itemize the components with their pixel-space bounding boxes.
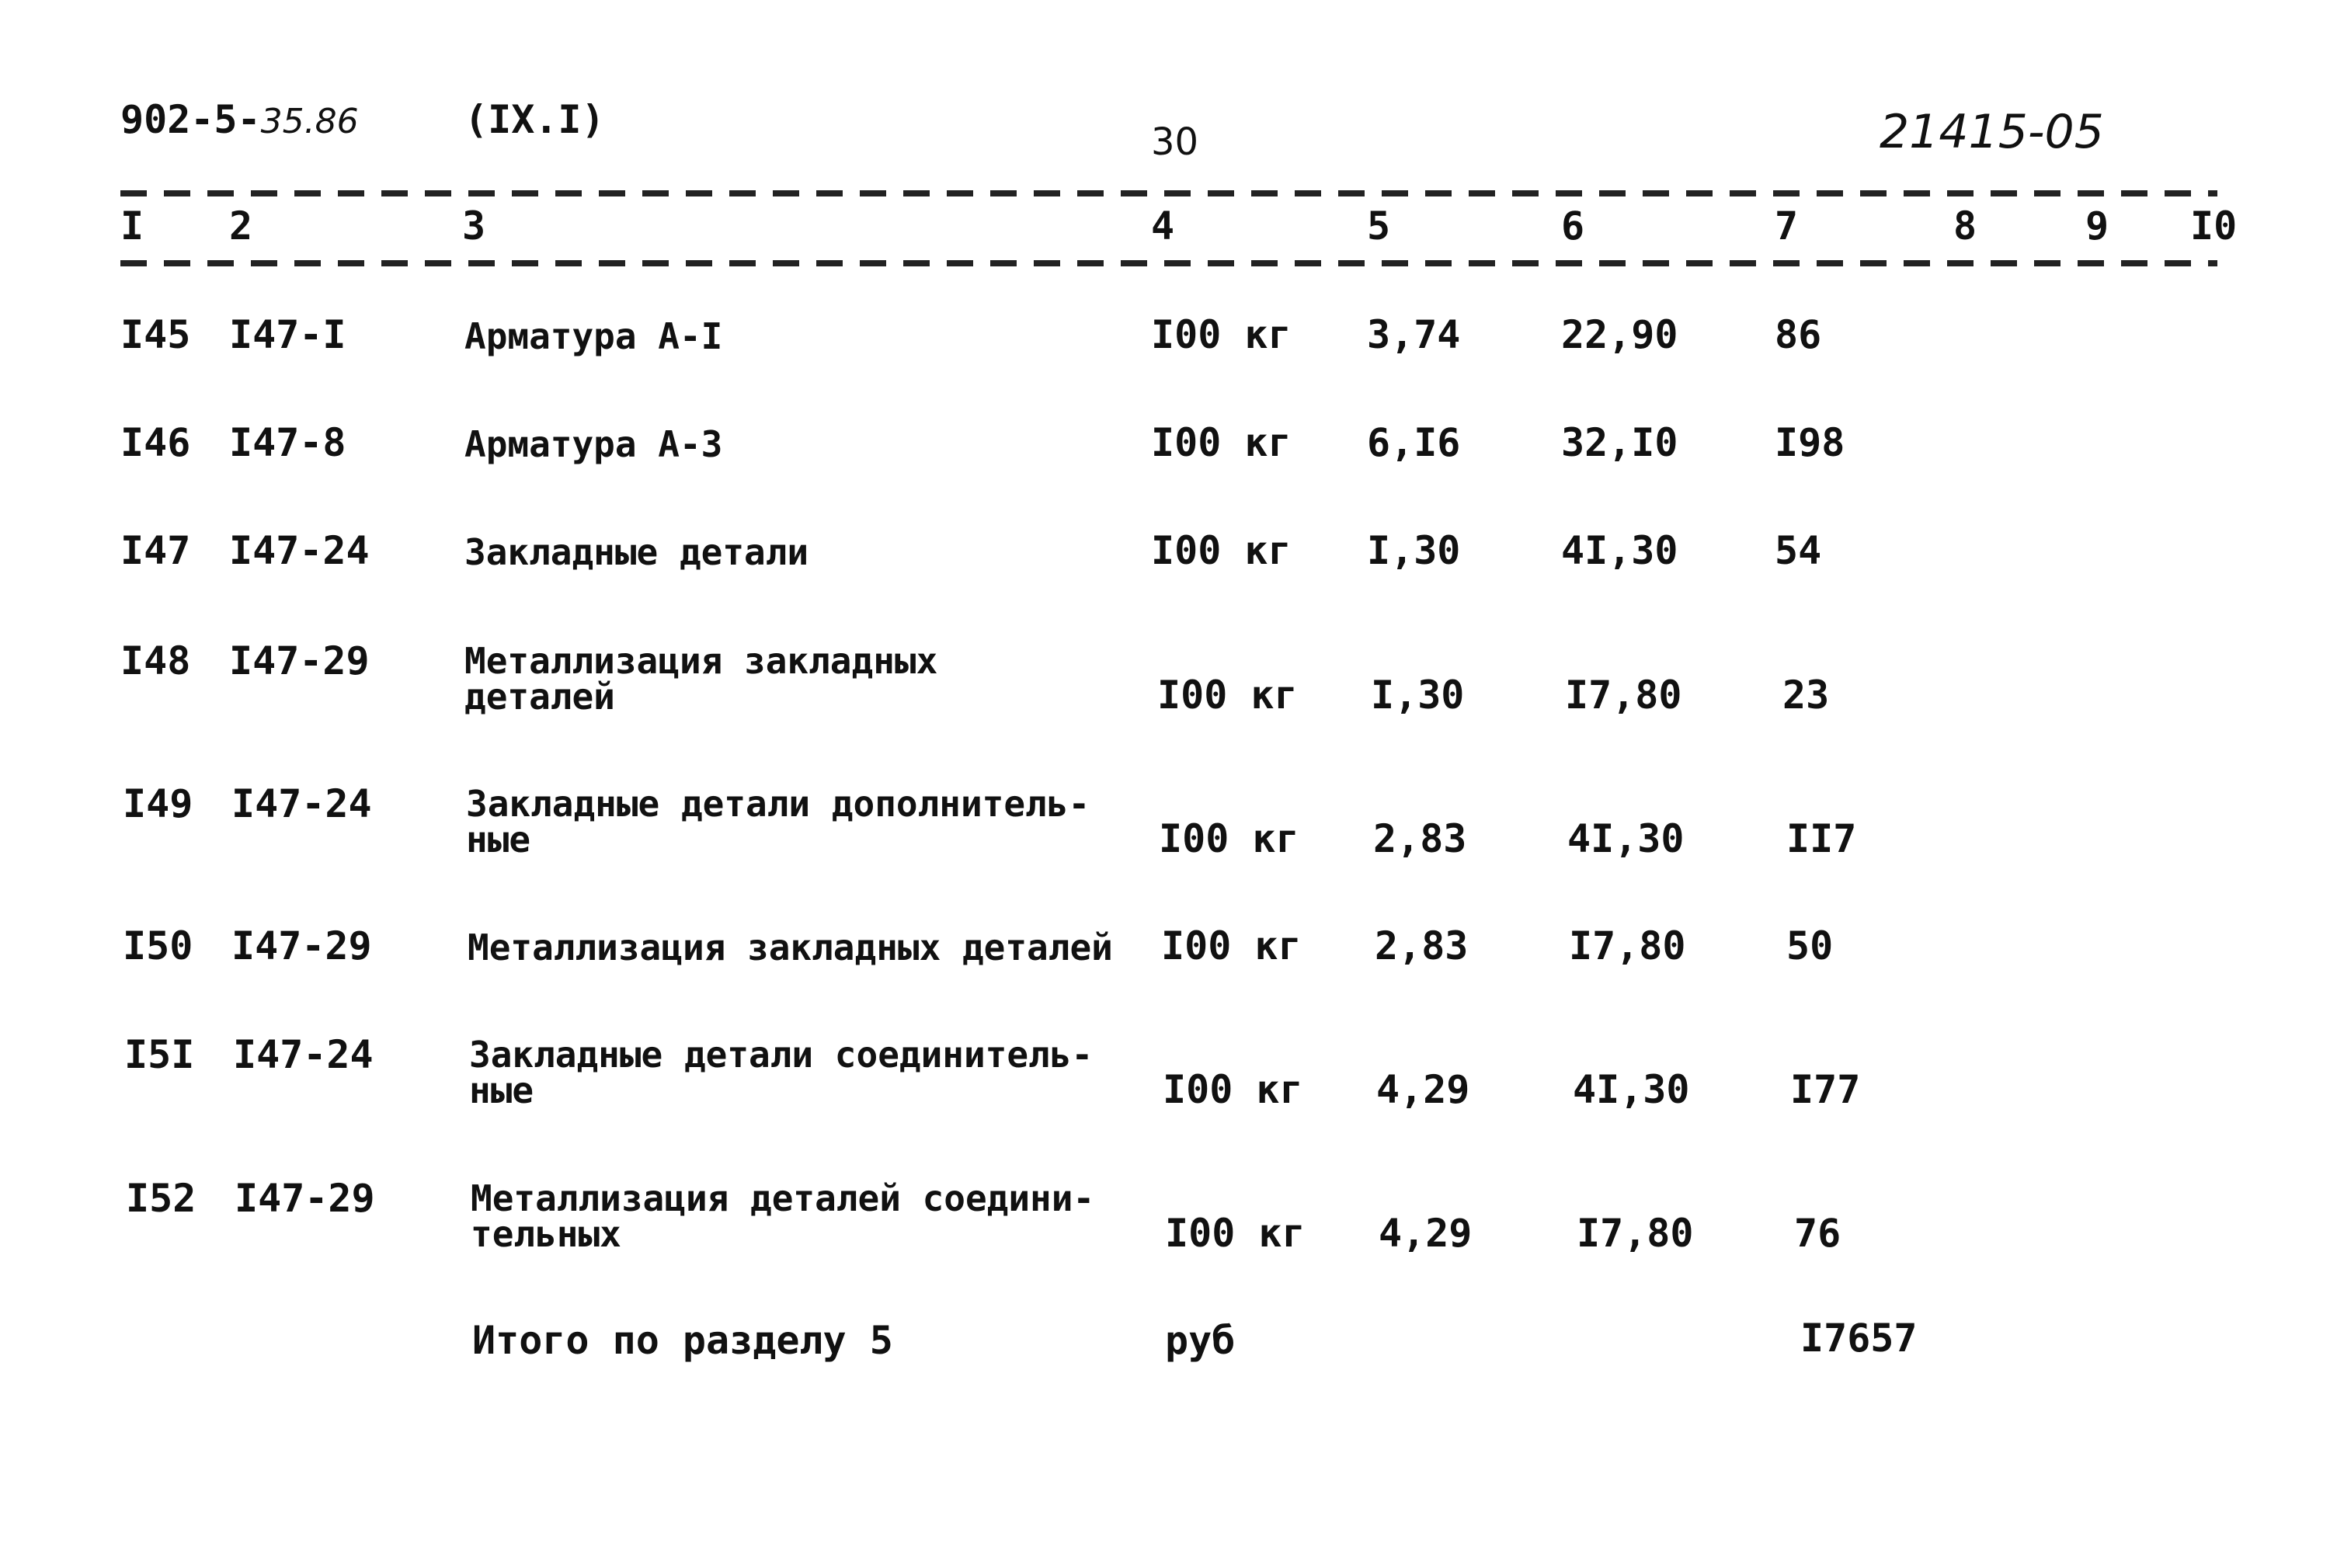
row-unit: I00 кг (1157, 673, 1298, 718)
row-name: Арматура А-3 (464, 423, 723, 465)
row-total: I77 (1790, 1067, 1861, 1112)
row-total: 86 (1775, 312, 1822, 357)
summary-total: I7657 (1800, 1316, 1918, 1361)
row-price: I7,80 (1569, 923, 1686, 968)
row-number: I48 (120, 638, 191, 683)
row-qty: 2,83 (1375, 923, 1469, 968)
col-header-8: 8 (1953, 203, 1977, 249)
row-total: I98 (1775, 420, 1845, 465)
summary-label: Итого по разделу 5 (472, 1318, 893, 1363)
row-qty: I,30 (1367, 528, 1461, 573)
row-number: I5I (124, 1032, 195, 1077)
doc-code (120, 97, 359, 142)
row-number: I47 (120, 528, 191, 573)
row-unit: I00 кг (1151, 420, 1292, 465)
row-price: 22,90 (1561, 312, 1678, 357)
row-number: I45 (120, 312, 191, 357)
row-number: I52 (126, 1176, 196, 1221)
row-code: I47-29 (229, 638, 370, 683)
row-unit: I00 кг (1165, 1211, 1306, 1256)
row-code: I47-24 (233, 1032, 374, 1077)
summary-unit: руб (1165, 1318, 1236, 1363)
row-name: Металлизация деталей соедини- тельных (471, 1177, 1095, 1255)
row-price: 4I,30 (1573, 1067, 1690, 1112)
row-code: I47-I (229, 312, 346, 357)
row-number: I46 (120, 420, 191, 465)
col-header-4: 4 (1151, 203, 1175, 249)
row-code: I47-24 (229, 528, 370, 573)
row-code: I47-29 (235, 1176, 375, 1221)
row-name: Закладные детали дополнитель- ные (466, 783, 1090, 860)
row-unit: I00 кг (1161, 923, 1302, 968)
row-name: Закладные детали соединитель- ные (469, 1034, 1094, 1111)
row-price: I7,80 (1565, 673, 1682, 718)
row-total: 54 (1775, 528, 1822, 573)
row-total: 76 (1794, 1211, 1841, 1256)
row-total: 23 (1782, 673, 1830, 718)
col-header-10: I0 (2190, 203, 2238, 249)
col-header-9: 9 (2085, 203, 2109, 249)
row-unit: I00 кг (1151, 528, 1292, 573)
section-ref: (IX.I) (464, 97, 605, 142)
row-qty: 4,29 (1376, 1067, 1470, 1112)
row-name: Закладные детали (464, 531, 809, 573)
doc-code-handwritten: 35.86 (260, 102, 359, 141)
row-qty: 2,83 (1373, 816, 1467, 861)
doc-code-printed: 902-5- (120, 97, 261, 142)
col-header-1: I (120, 203, 144, 249)
row-qty: I,30 (1371, 673, 1465, 718)
row-code: I47-24 (231, 781, 372, 826)
archive-number: 21415-05 (1880, 105, 2104, 159)
row-number: I50 (123, 923, 193, 968)
header-bottom-rule (120, 260, 2217, 266)
page-number: 30 (1151, 120, 1199, 164)
row-number: I49 (123, 781, 193, 826)
col-header-7: 7 (1775, 203, 1799, 249)
row-name: Металлизация закладных деталей (464, 640, 938, 718)
row-unit: I00 кг (1159, 816, 1299, 861)
row-total: II7 (1786, 816, 1857, 861)
row-code: I47-29 (231, 923, 372, 968)
col-header-5: 5 (1367, 203, 1391, 249)
row-unit: I00 кг (1163, 1067, 1303, 1112)
col-header-2: 2 (229, 203, 253, 249)
row-price: 4I,30 (1567, 816, 1685, 861)
row-code: I47-8 (229, 420, 346, 465)
col-header-3: 3 (462, 203, 486, 249)
row-total: 50 (1786, 923, 1834, 968)
row-qty: 6,I6 (1367, 420, 1461, 465)
row-price: 4I,30 (1561, 528, 1678, 573)
header-top-rule (120, 190, 2217, 196)
row-price: I7,80 (1577, 1211, 1694, 1256)
row-name: Металлизация закладных деталей (468, 927, 1113, 968)
col-header-6: 6 (1561, 203, 1585, 249)
row-name: Арматура А-I (464, 315, 723, 357)
row-qty: 3,74 (1367, 312, 1461, 357)
row-unit: I00 кг (1151, 312, 1292, 357)
row-price: 32,I0 (1561, 420, 1678, 465)
row-qty: 4,29 (1379, 1211, 1473, 1256)
